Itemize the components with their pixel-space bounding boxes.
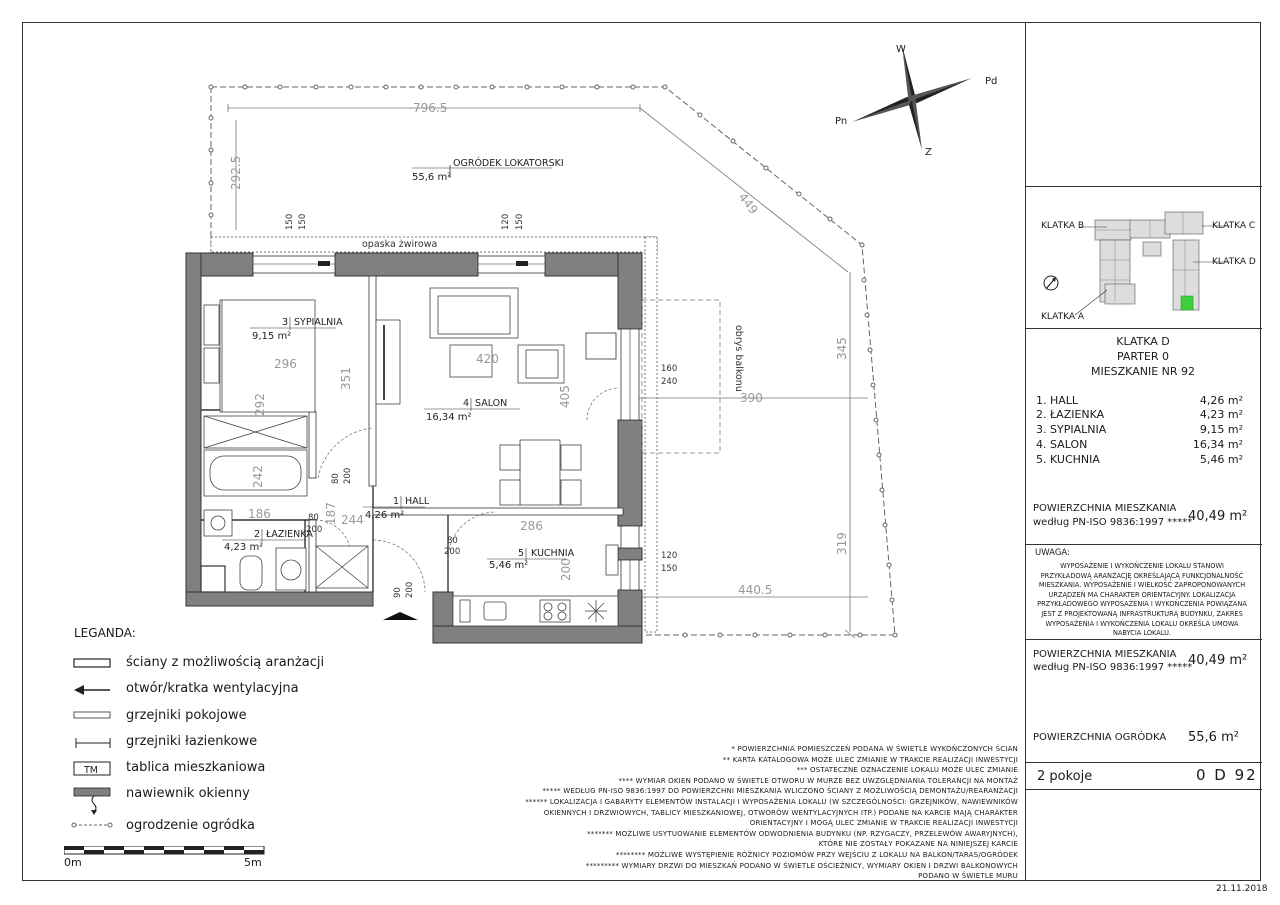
svg-text:240: 240 [661,377,678,387]
svg-text:286: 286 [520,519,543,533]
garden-area-value: 55,6 m² [1188,730,1239,745]
svg-text:187: 187 [324,502,338,525]
legend-item-trickle-vent: nawiewnik okienny [126,786,250,801]
svg-text:150: 150 [661,564,678,574]
svg-text:160: 160 [661,364,678,374]
room-label-4-num: 4 [463,398,470,409]
total-area-value: 40,49 m² [1188,509,1248,524]
area-row-value: 5,46 m² [1199,453,1243,466]
area-row-label: 5. KUCHNIA [1036,453,1100,466]
legend-wall-symbol [74,659,110,667]
svg-text:150: 150 [298,213,308,230]
apartment-code: 0 D 92 [1196,766,1258,784]
compass-n: W [896,44,906,55]
svg-text:200: 200 [559,558,573,581]
garden-label: OGRÓDEK LOKATORSKI [453,158,564,169]
svg-text:200: 200 [444,547,461,557]
legend-trickle-vent-symbol [74,788,110,815]
total-area-norm-2: według PN-ISO 9836:1997 ***** [1033,662,1193,673]
room-label-5-num: 5 [518,548,525,559]
room-label-2-name: ŁAZIENKA [266,529,313,540]
legend-item-vent: otwór/kratka wentylacyjna [126,681,299,696]
area-row-value: 9,15 m² [1199,423,1243,436]
svg-text:200: 200 [306,525,323,535]
room-label-1-num: 1 [393,496,400,507]
info-panel [1025,22,1261,881]
compass-e: Pd [985,76,998,87]
compass-rose [852,45,972,150]
warning-title: UWAGA: [1035,548,1070,558]
dim-diagonal: 449 [735,190,761,217]
room-label-4-name: SALON [475,398,508,409]
key-klatka-b: KLATKA B [1041,221,1085,231]
panel-floor: PARTER 0 [1116,350,1170,363]
legend-radiator-symbol [74,712,110,718]
legend-vent-symbol [74,685,110,695]
svg-text:292: 292 [253,393,267,416]
area-row-value: 16,34 m² [1192,438,1243,451]
legend-item-walls: ściany z możliwością aranżacji [126,655,325,670]
svg-text:90: 90 [393,587,403,598]
legend-item-bath-radiators: grzejniki łazienkowe [126,734,258,749]
area-row-label: 3. SYPIALNIA [1036,423,1107,436]
room-label-3-name: SYPIALNIA [294,317,343,328]
key-klatka-a: KLATKA A [1041,312,1084,322]
room-label-2-area: 4,23 m² [224,542,264,553]
room-label-1-name: HALL [405,496,430,507]
legend-item-radiators: grzejniki pokojowe [126,708,247,723]
key-klatka-c: KLATKA C [1212,221,1256,231]
svg-text:120: 120 [501,213,511,230]
balcony-label: obrys balkonu [733,325,744,392]
total-area-label-2: POWIERZCHNIA MIESZKANIA [1033,649,1177,660]
room-label-3-num: 3 [282,317,289,328]
room-label-1-area: 4,26 m² [365,510,405,521]
area-row-value: 4,26 m² [1199,394,1243,407]
scale-end: 5m [244,856,262,869]
key-klatka-d: KLATKA D [1212,257,1256,267]
svg-text:80: 80 [447,536,458,546]
footnotes: * POWIERZCHNIA POMIESZCZEŃ PODANA W ŚWIETLE WYKOŃCZONYCH ŚCIAN ** KARTA KATALOGOWA MOŻE ULEC ZMIANIE W TRAKCIE REALIZACJI INWESTYCJI *** OSTATECZNE OZNACZENIE LOKALU MOŻE ULEC ZMIANIE **** WYMIAR OKIEN PODANO W ŚWIETLE OTWORU W MURZE BEZ UWZGLĘDNIANIA TOLERANCJI NA MONTAŻ ***** WEDŁUG PN-ISO 9836:1997 DO POWIERZCHNI MIESZKANIA WLICZONO ŚCIANY Z MOŻLIWOŚCIĄ DEMONTAŻU/REARANŻACJI ****** LOKALIZACJA I GABARYTY ELEMENTÓW INSTALACJI I WYPOSAŻENIA LOKALU (W SZCZEGÓLNOŚCI: GRZEJNIKÓW, NAWIEWNIKÓW OKIENNYCH I DRZWIOWYCH, TABLICY MIESZKANIOWEJ, OTWORÓW WENTYLACYJNYCH ITP.) PODANE NA KARCIE MAJĄ CHARAKTER ORIENTACYJNY I MOGĄ ULEC ZMIANIE W TRAKCIE REALIZACJI INWESTYCJI ******* MOŻLIWE USYTUOWANIE ELEMENTÓW ODWODNIENIA BUDYNKU (NP. RZYGACZY, PRZELEWÓW AWARYJNYCH), KTÓRE NIE ZOSTAŁY POKAZANE NA NINIEJSZEJ KARCIE ******** MOŻLIWE WYSTĘPIENIE RÓŻNICY POZIOMÓW PRZY WEJŚCIU Z LOKALU NA BALKON/TARAS/OGRÓDEK ********* WYMIARY DRZWI DO MIESZKAŃ PODANO W ŚWIETLE OŚCIEŻNICY, WYMIARY OKIEN I DRZWI BALKONOWYCH PODANO W ŚWIETLE MURU [525,745,1018,881]
svg-text:TM: TM [84,765,98,776]
rooms-count: 2 pokoje [1037,769,1093,784]
gravel-label: opaska żwirowa [362,239,438,250]
svg-text:186: 186 [248,507,271,521]
room-label-2-num: 2 [254,529,261,540]
panel-klatka: KLATKA D [1116,335,1170,348]
svg-text:242: 242 [251,465,265,488]
total-area-value-2: 40,49 m² [1188,653,1248,668]
garden-area-label: POWIERZCHNIA OGRÓDKA [1033,732,1167,743]
legend-fence-symbol [72,823,112,827]
svg-text:120: 120 [661,551,678,561]
legend-item-fence: ogrodzenie ogródka [126,818,256,833]
svg-text:351: 351 [339,367,353,390]
svg-text:150: 150 [515,213,525,230]
svg-text:420: 420 [476,352,499,366]
area-row-label: 4. SALON [1036,438,1088,451]
svg-text:200: 200 [343,467,353,484]
svg-text:200: 200 [405,581,415,598]
key-plan-highlight [1181,296,1193,310]
area-row-value: 4,23 m² [1199,408,1243,421]
scale-bar [64,846,274,858]
dim-mid-width: 390 [740,391,763,405]
room-label-3-area: 9,15 m² [252,331,292,342]
legend-bath-radiator-symbol [76,738,110,748]
compass-w: Pn [835,116,848,127]
dim-right-height: 345 [835,337,849,360]
dim-left-depth: 292.5 [229,155,243,190]
room-label-5-area: 5,46 m² [489,560,529,571]
svg-text:150: 150 [285,213,295,230]
svg-text:80: 80 [331,473,341,484]
sheet-date: 21.11.2018 [1216,884,1268,894]
svg-text:405: 405 [558,385,572,408]
legend-item-panel: tablica mieszkaniowa [126,760,266,775]
dim-top-width: 796.5 [413,101,448,115]
dim-right-lower: 319 [835,532,849,555]
compass-s: Z [925,147,932,158]
scale-start: 0m [64,856,82,869]
svg-text:80: 80 [308,513,319,523]
key-plan-north [1044,276,1058,290]
room-label-4-area: 16,34 m² [426,412,472,423]
room-label-5-name: KUCHNIA [531,548,575,559]
area-row-label: 1. HALL [1036,394,1079,407]
warning-text: WYPOSAŻENIE I WYKOŃCZENIE LOKALU STANOWI PRZYKŁADOWĄ ARANŻACJĘ OKREŚLAJĄCĄ FUNKCJONALNOŚĆ MIESZKANIA. WYPOSAŻENIE I WIELKOŚĆ ZAPROPONOWANYCH URZĄDZEŃ MA CHARAKTER ORIENTACYJNY. LOKALIZACJA PRZYKŁADOWEGO WYPOSAŻENIA I WYKOŃCZENIA POWIĄZANA JEST Z PROJEKTOWANĄ INFRASTRUKTURĄ BUDYNKU, ZAKRES WYPOSAŻENIA I WYKOŃCZENIA LOKALU OKREŚLA UMOWA NABYCIA LOKALU. [1037,562,1247,638]
panel-apartment: MIESZKANIE NR 92 [1090,365,1196,378]
legend-title: LEGANDA: [74,626,136,640]
total-area-norm: według PN-ISO 9836:1997 ***** [1033,517,1193,528]
svg-text:296: 296 [274,357,297,371]
svg-text:244: 244 [341,513,364,527]
total-area-label: POWIERZCHNIA MIESZKANIA [1033,503,1177,514]
garden-area: 55,6 m² [412,172,452,183]
dim-bottom-width: 440.5 [738,583,773,597]
area-row-label: 2. ŁAZIENKA [1036,408,1105,421]
